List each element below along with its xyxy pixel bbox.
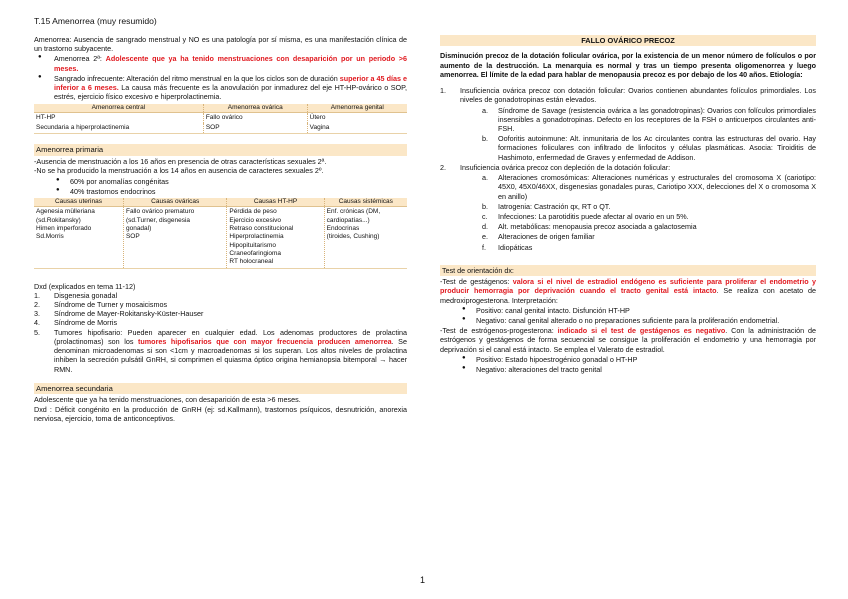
table-header: Causas sistémicas [324,198,407,207]
table-cell: Pérdida de peso Ejercicio excesivo Retraso constitucional Hiperprolactinemia Hipopituitarismo Craneofaringioma RT holocraneal [227,207,324,268]
list-item: 3. Síndrome de Mayer-Rokitansky-Küster-Hauser [34,309,204,319]
table-header: Causas ováricas [123,198,226,207]
list-item: 4. Síndrome de Morris [34,318,118,328]
gestagenos-results-list [440,306,816,325]
secundaria-line: Dxd : Déficit congénito en la producción de GnRH (ej: sd.Kallmann), trastornos psíquicos, desnutrición, anorexia nerviosa, ejercicio, toma de anticonceptivos. [34,404,407,423]
test-gestagenos: -Test de gestágenos: valora si el nivel de estradiol endógeno es suficiente para proliferar el endometrio y producir hemorragia por deprivación cuando el tracto genital está intacto. Se realiza con acetato de medroxiprogesterona. Interpretación: [440,277,816,305]
table-header: Amenorrea genital [307,104,407,113]
amenorrea-classification-table [34,104,407,135]
table-cell: Agenesia mülleriana (sd.Rokitansky) Himen imperforado Sd.Morris [34,207,123,268]
list-item: c. Infecciones: La parotiditis puede afectar al ovario en un 5%. [482,211,689,221]
list-item: ● Negativo: alteraciones del tracto genital [440,365,816,374]
table-row: Secundaria a hiperprolactinemia SOP Vagina [34,123,407,134]
list-item: 1. Disgenesia gonadal [34,290,118,300]
left-column [34,35,407,423]
page-title: T.15 Amenorrea (muy resumido) [34,16,157,26]
section-heading-fallo-ovarico: FALLO OVÁRICO PRECOZ [440,35,816,46]
list-item: ● Negativo: canal genital alterado o no preparaciones suficiente para la proliferación endometrial. [440,316,816,325]
list-item: ● 60% por anomalías congénitas [34,177,407,186]
amenorrea-types-list [34,54,407,101]
list-item: ● Amenorrea 2ª: Adolescente que ya ha tenido menstruaciones con desaparición por un periodo >6 meses. [34,54,407,72]
list-item: e. Alteraciones de origen familiar [482,232,595,242]
list-item: d. Alt. metabólicas: menopausia precoz asociada a galactosemia [482,222,697,232]
section-heading-secundaria: Amenorrea secundaria [34,383,407,395]
list-item: a. Síndrome de Savage (resistencia ovárica a las gonadotropinas): Ovarios con folículos primordiales insensibles a gonadotropinas. Defecto en los receptores de la FSH o anticuerpos circulantes anti-FSH. [482,105,816,133]
primaria-line: -Ausencia de menstruación a los 16 años en presencia de otras características sexuales 2ª. [34,157,327,167]
table-cell: Fallo ovárico prematuro (sd.Turner, disgenesia gonadal) SOP [123,207,226,268]
test-estrogenos-progesterona: -Test de estrógenos-progesterona: indicado si el test de gestágenos es negativo. Con la administración de estrógenos y gestágenos de forma secuencial se consigue la proliferación el endometrio y una hemorragia por deprivación si el canal está intacto. Se emplea el Valerato de estradiol. [440,326,816,354]
table-cell: Enf. crónicas (DM, cardiopatías...) Endocrinas (tiroides, Cushing) [326,208,381,241]
fallo-ovarico-intro: Disminución precoz de la dotación folicular ovárica, por la existencia de un menor número de folículos o por aumento de la destrucción. La menarquia es normal y tras un tiempo presenta oligomenorrea y luego amenorrea. El límite de la edad para hablar de menopausia precoz es por debajo de los 40 años. Etiología: [440,51,816,79]
right-column [440,35,816,375]
section-heading-primaria: Amenorrea primaria [34,144,407,156]
ep-results-list [440,355,816,374]
dxd-list [34,291,407,374]
table-header: Causas HT-HP [227,198,324,207]
primaria-causes-list [34,177,407,196]
list-item: a. Alteraciones cromosómicas: Alteraciones numéricas y estructurales del cromosoma X (cariotipo: 45X0, 45X0/46XX, disgenesias gonadales puras, Cariotipo XXX, delecciones del X o cromosoma X en anillo) [482,173,816,201]
list-item: b. Iatrogenia: Castración qx, RT o QT. [482,201,611,211]
list-item: ● Positivo: canal genital intacto. Disfunción HT-HP [440,306,816,315]
etiologia-list [440,86,816,252]
list-item: ● 40% trastornos endocrinos [34,187,407,196]
page-number: 1 [420,575,426,585]
list-item: 5. Tumores hipofisario: Pueden aparecer en cualquier edad. Los adenomas productores de prolactina (prolactinomas) son los tumores hipofisarios que con mayor frecuencia producen amenorrea. Se denominan microadenomas si son <1cm y macroadenomas si los superan. Los altos niveles de prolactina inhiben la secreción pulsátil GnRH, si comprimen el quiasma óptico origina hemianopsia bitemporal → hacer RMN. [34,327,407,374]
table-header: Amenorrea central [34,104,203,113]
list-item: 1. Insuficiencia ovárica precoz con dotación folicular: Ovarios contienen abundantes folículos primordiales. Los niveles de gonadotropinas están elevados. a. Síndrome de Savage (resistencia ovárica a las gonadotropinas): Ovarios con folículos primordiales insensibles a gonadotropinas. Defecto en los receptores de la FSH o anticuerpos circulantes anti-FSH. b. Ooforitis autoinmune: Alt. inmunitaria de los Ac circulantes contra las estructuras del ovario. Hay formaciones foliculares con infiltrado de linfocitos y células plasmáticas. Asocia: Tiroiditis de Hashimoto, enfermedad de Graves y enfermedad de Addison. [440,86,816,162]
section-heading-test: Test de orientación dx: [440,265,816,276]
secundaria-line: Adolescente que ya ha tenido menstruaciones, con desaparición de esta >6 meses. [34,395,301,405]
table-row [34,207,407,268]
list-item: f. Idiopáticas [482,242,533,252]
table-header: Causas uterinas [34,198,123,207]
list-item: 2. Insuficiencia ovárica precoz con depleción de la dotación folicular: a. Alteraciones cromosómicas: Alteraciones numéricas y estructurales del cromosoma X (cariotipo: 45X0, 45X0/46XX, disgenesias gonadales puras, Cariotipo XXX, delecciones del X o cromosoma X en anillo) b. Iatrogenia: Castración qx, RT o QT. c. Infecciones: La parotiditis puede afectar al ovario en un 5%. d. Alt. metabólicas: menopausia precoz asociada a galactosemia e. Alteraciones de origen familiar f. Idiopáticas [440,162,816,252]
list-item: 2. Síndrome de Turner y mosaicismos [34,300,168,309]
amenorrea-definition: Amenorrea: Ausencia de sangrado menstrual y NO es una patología por sí misma, es una manifestación clínica de un trastorno subyacente. [34,35,407,54]
primaria-line: -No se ha producido la menstruación a los 14 años en ausencia de caracteres sexuales 2º. [34,166,324,176]
dxd-heading: Dxd (explicados en tema 11-12) [34,281,136,291]
list-item: ● Positivo: Estado hipoestrogénico gonadal o HT-HP [440,355,816,364]
table-header: Amenorrea ovárica [203,104,307,113]
list-item: ● Sangrado infrecuente: Alteración del ritmo menstrual en la que los ciclos son de duración superior a 45 días e inferior a 6 meses. La causa más frecuente es la anovulación por inmadurez del eje HT-HP-ovárico o SOP, estrés, ejercicio físico excesivo e hiperprolactinemia. [34,74,407,102]
list-item: b. Ooforitis autoinmune: Alt. inmunitaria de los Ac circulantes contra las estructuras del ovario. Hay formaciones foliculares con infiltrado de linfocitos y células plasmáticas. Asocia: Tiroiditis de Hashimoto, enfermedad de Graves y enfermedad de Addison. [482,134,816,162]
primaria-causes-table [34,198,407,269]
table-row: HT-HP Fallo ovárico Útero [34,112,407,123]
